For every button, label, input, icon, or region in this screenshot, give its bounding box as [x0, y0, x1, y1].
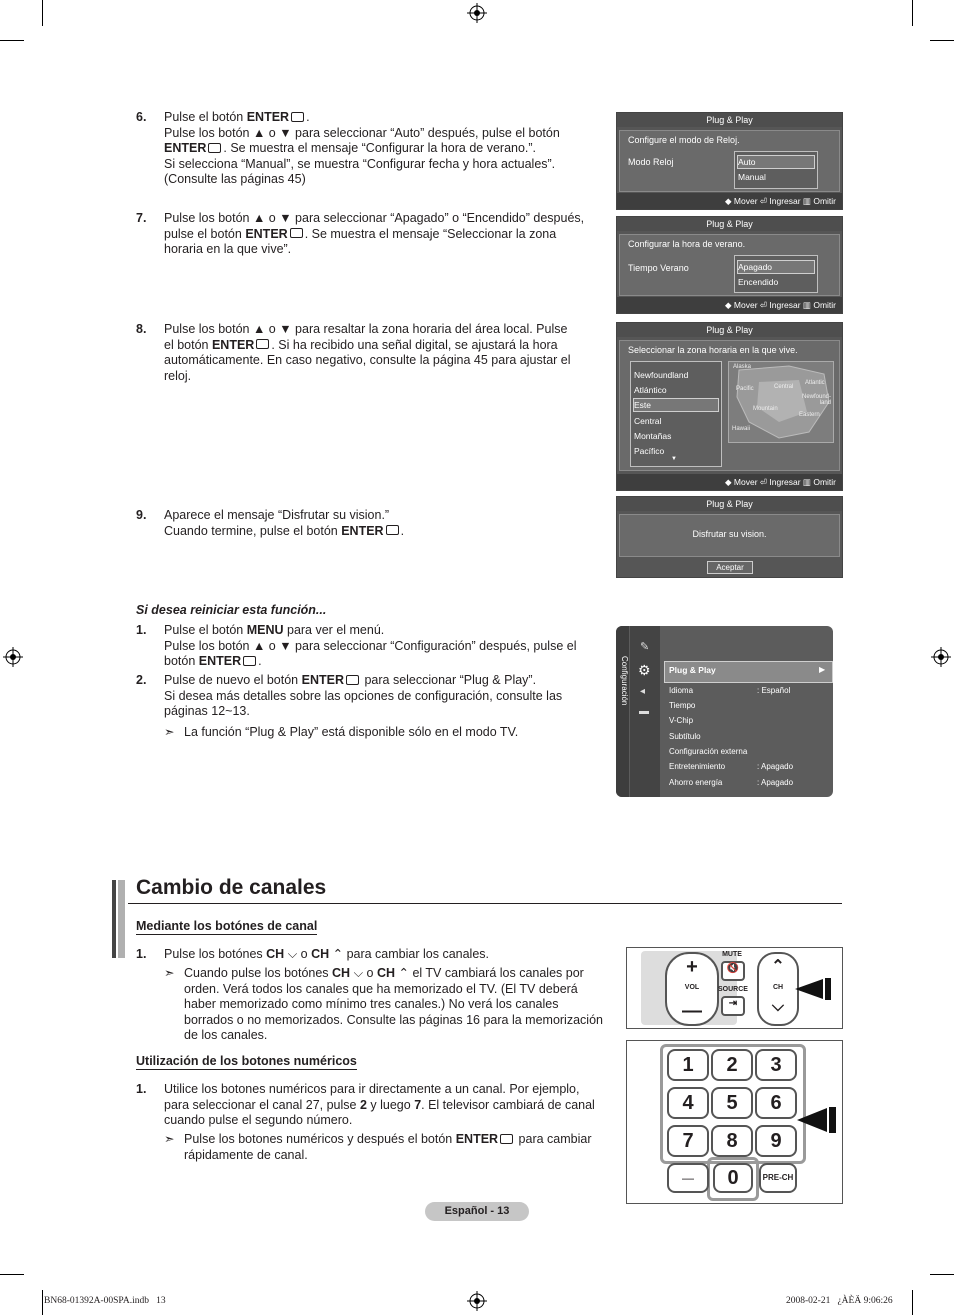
osd-label: Modo Reloj: [628, 157, 674, 167]
number-key-0[interactable]: 0: [713, 1163, 753, 1193]
remote-number-buttons: [626, 1040, 843, 1204]
menu-item[interactable]: Idioma: [669, 686, 694, 695]
pointer-arrow-icon: [795, 976, 835, 1002]
source-icon: ⇥: [728, 998, 738, 1009]
osd-header: Plug & Play: [617, 217, 842, 231]
osd-message: Seleccionar la zona horaria en la que vive.: [628, 345, 798, 355]
pre-ch-button[interactable]: PRE-CH: [759, 1163, 797, 1193]
registration-mark-icon: [931, 647, 951, 667]
step-7-text: Pulse los botón ▲ o ▼ para seleccionar “Apagado” o “Encendido” después, pulse el botón ENTER . Se muestra el mensaje “Seleccionar la zona horaria en la que vive”.: [164, 211, 585, 256]
menu-item-value: : Español: [757, 686, 791, 695]
volume-rocker[interactable]: [665, 952, 719, 1026]
osd-setup-menu: [616, 626, 833, 797]
registration-mark-icon: [467, 1291, 487, 1311]
scroll-down-icon[interactable]: ▼: [671, 456, 677, 462]
note-arrow-icon: ➣: [164, 725, 175, 739]
step-6-text: Pulse el botón ENTER . Pulse los botón ▲ o ▼ para seleccionar “Auto” después, pulse el botón ENTER . Se muestra el mensaje “Configurar la hora de verano.”. Si selecciona “Manual”, se muestra “Configurar fecha y hora actuales”. (Consulte las páginas 45): [164, 110, 560, 186]
osd-label: Tiempo Verano: [628, 263, 689, 273]
source-button[interactable]: [721, 996, 745, 1016]
crop-mark: [930, 40, 954, 41]
osd-header: Plug & Play: [617, 497, 842, 511]
section-title: Cambio de canales: [136, 876, 327, 899]
number-key-4[interactable]: 4: [667, 1087, 709, 1119]
osd-header: Plug & Play: [617, 113, 842, 127]
osd-enjoy: [616, 496, 843, 578]
enter-icon: [208, 143, 221, 153]
crop-mark: [0, 1274, 24, 1275]
number-key-3[interactable]: 3: [755, 1049, 797, 1081]
page-number-badge: Español - 13: [425, 1202, 529, 1221]
mute-button[interactable]: [721, 961, 745, 981]
step-number: 2.: [136, 673, 147, 687]
picture-icon[interactable]: ✎: [640, 641, 650, 653]
menu-item-value: : Apagado: [757, 762, 794, 771]
step-number: 1.: [136, 947, 147, 961]
osd-footer: ◆ Mover ⏎ Ingresar ▥ Omitir: [617, 193, 842, 209]
reset-note: La función “Plug & Play” está disponible sólo en el modo TV.: [184, 725, 519, 739]
osd-daylight: [616, 216, 843, 314]
crop-mark: [912, 0, 913, 26]
map-label: Pacific: [736, 386, 754, 392]
step-9-text: Aparece el mensaje “Disfrutar su vision.” Cuando termine, pulse el botón ENTER .: [164, 508, 405, 538]
setup-gear-icon[interactable]: ⚙: [638, 662, 651, 678]
ch-label: CH: [772, 984, 784, 991]
enter-icon: [290, 228, 303, 238]
menu-item[interactable]: V-Chip: [669, 716, 694, 725]
osd-dropdown[interactable]: [734, 255, 818, 293]
step-number: 1.: [136, 1082, 147, 1096]
reset-step-2-text: Pulse de nuevo el botón ENTER para seleccionar “Plug & Play”. Si desea más detalles sobre las opciones de configuración, consulte las páginas 12~13.: [164, 673, 563, 718]
crop-mark: [0, 40, 24, 41]
section-bar: [118, 880, 125, 958]
accept-button[interactable]: Aceptar: [707, 561, 753, 574]
chevron-up-icon: ⌃: [395, 966, 409, 980]
osd-dropdown[interactable]: [734, 151, 818, 189]
number-note: Pulse los botones numéricos y después el botón ENTER para cambiar rápidamente de canal.: [184, 1132, 592, 1162]
osd-time-zone: [616, 322, 843, 491]
chevron-down-icon: ⌵: [771, 998, 785, 1015]
number-key-5[interactable]: 5: [711, 1087, 753, 1119]
print-footer-date: 2008-02-21 ¿ÀÈÄ 9:06:26: [786, 1296, 893, 1306]
osd-message: Configure el modo de Reloj.: [628, 135, 740, 145]
number-key-9[interactable]: 9: [755, 1125, 797, 1157]
remote-channel-buttons: [626, 947, 843, 1029]
map-label: Alaska: [733, 364, 752, 370]
input-icon[interactable]: ▬: [639, 706, 649, 717]
subheading-channel-buttons: Mediante los botónes de canal: [136, 919, 318, 933]
chevron-up-icon: ⌃: [329, 947, 344, 961]
chevron-right-icon: ▶: [819, 665, 826, 674]
zone-item[interactable]: Newfoundland: [634, 370, 689, 380]
step-number: 6.: [136, 110, 147, 124]
channel-note: Cuando pulse los botónes CH ⌵ o CH ⌃ el TV cambiará los canales por orden. Verá todos los canales que ha memorizado el TV. (El TV deberá haber memorizado como mínimo tres canales.) No verá los canales borrados o no memorizados. Consulte las páginas 16 para la memorización de los canales.: [184, 966, 603, 1042]
osd-option[interactable]: Auto: [738, 157, 756, 167]
number-key-7[interactable]: 7: [667, 1125, 709, 1157]
map-label: Atlantic: [805, 380, 825, 386]
osd-message: Disfrutar su vision.: [692, 529, 767, 539]
crop-mark: [930, 1274, 954, 1275]
crop-mark: [42, 1290, 43, 1315]
mute-label: MUTE: [722, 951, 742, 958]
sound-icon[interactable]: ◂: [640, 686, 646, 697]
chevron-up-icon: ⌃: [771, 958, 785, 975]
osd-footer: ◆ Mover ⏎ Ingresar ▥ Omitir: [617, 474, 842, 490]
enter-icon: [346, 675, 359, 685]
chevron-down-icon: ⌵: [350, 966, 364, 980]
osd-message: Configurar la hora de verano.: [628, 239, 746, 249]
chevron-down-icon: ⌵: [284, 947, 298, 961]
reset-heading: Si desea reiniciar esta función...: [136, 603, 327, 617]
mute-icon: 🔇: [726, 963, 740, 974]
menu-item[interactable]: Tiempo: [669, 701, 696, 710]
osd-option[interactable]: Manual: [738, 172, 766, 182]
channel-step-1: Pulse los botónes CH ⌵ o CH ⌃ para cambiar los canales.: [164, 947, 489, 961]
number-key-1[interactable]: 1: [667, 1049, 709, 1081]
osd-clock-mode: [616, 112, 843, 210]
menu-item[interactable]: Subtítulo: [669, 732, 701, 741]
zone-item[interactable]: Pacífico: [634, 446, 665, 456]
enter-icon: [500, 1134, 513, 1144]
plus-icon: +: [686, 956, 698, 978]
step-number: 9.: [136, 508, 147, 522]
osd-option[interactable]: Apagado: [738, 262, 773, 272]
section-bar: [112, 880, 116, 958]
menu-item-plug-play[interactable]: Plug & Play: [669, 665, 716, 675]
vol-label: VOL: [684, 984, 700, 991]
registration-mark-icon: [467, 3, 487, 23]
note-arrow-icon: ➣: [164, 966, 175, 980]
zone-item[interactable]: Central: [634, 416, 662, 426]
osd-footer: ◆ Mover ⏎ Ingresar ▥ Omitir: [617, 297, 842, 313]
menu-item[interactable]: Ahorro energía: [669, 778, 723, 787]
map-label: Eastern: [799, 412, 820, 418]
osd-option[interactable]: Encendido: [738, 277, 779, 287]
channel-rocker[interactable]: [757, 952, 799, 1026]
registration-mark-icon: [3, 647, 23, 667]
source-label: SOURCE: [718, 986, 748, 993]
number-key-6[interactable]: 6: [755, 1087, 797, 1119]
map-label: Newfound-land: [801, 394, 831, 406]
menu-side-label: Configuración: [620, 656, 629, 706]
number-step-1: Utilice los botones numéricos para ir directamente a un canal. Por ejemplo, para seleccionar el canal 27, pulse 2 y luego 7. El televisor cambiará de canal cuando pulse el segundo número.: [164, 1082, 595, 1127]
enter-icon: [256, 339, 269, 349]
step-number: 8.: [136, 322, 147, 336]
enter-icon: [291, 112, 304, 122]
crop-mark: [42, 0, 43, 26]
pointer-arrow-icon: [797, 1105, 841, 1135]
step-8-text: Pulse los botón ▲ o ▼ para resaltar la zona horaria del área local. Pulse el botón ENTER . Si ha recibido una señal digital, se ajustará la hora automáticamente. En caso negativo, consulte la página 45 para ajustar el reloj.: [164, 322, 571, 383]
step-number: 1.: [136, 623, 147, 637]
section-rule: [128, 903, 842, 904]
minus-icon: —: [682, 1000, 702, 1022]
crop-mark: [912, 1290, 913, 1315]
number-key-2[interactable]: 2: [711, 1049, 753, 1081]
map-label: Central: [774, 384, 794, 390]
map-label: Mountain: [753, 406, 778, 412]
subheading-number-buttons: Utilización de los botones numéricos: [136, 1054, 357, 1068]
enter-icon: [386, 525, 399, 535]
reset-step-1-text: Pulse el botón MENU para ver el menú. Pulse los botón ▲ o ▼ para seleccionar “Configuración” después, pulse el botón ENTER .: [164, 623, 577, 668]
print-footer-file: BN68-01392A-00SPA.indb 13: [44, 1296, 166, 1306]
menu-item[interactable]: Configuración externa: [669, 747, 748, 756]
zone-item[interactable]: Atlántico: [634, 385, 667, 395]
zone-item[interactable]: Este: [634, 400, 652, 410]
menu-item-value: : Apagado: [757, 778, 794, 787]
enter-icon: [243, 656, 256, 666]
number-key-8[interactable]: 8: [711, 1125, 753, 1157]
osd-header: Plug & Play: [617, 323, 842, 337]
step-number: 7.: [136, 211, 147, 225]
map-label: Hawaii: [732, 426, 751, 432]
zone-item[interactable]: Montañas: [634, 431, 672, 441]
menu-item[interactable]: Entretenimiento: [669, 762, 726, 771]
dash-key[interactable]: —: [667, 1163, 709, 1193]
zone-list[interactable]: [630, 361, 722, 467]
note-arrow-icon: ➣: [164, 1132, 175, 1146]
time-zone-map: [728, 361, 834, 443]
